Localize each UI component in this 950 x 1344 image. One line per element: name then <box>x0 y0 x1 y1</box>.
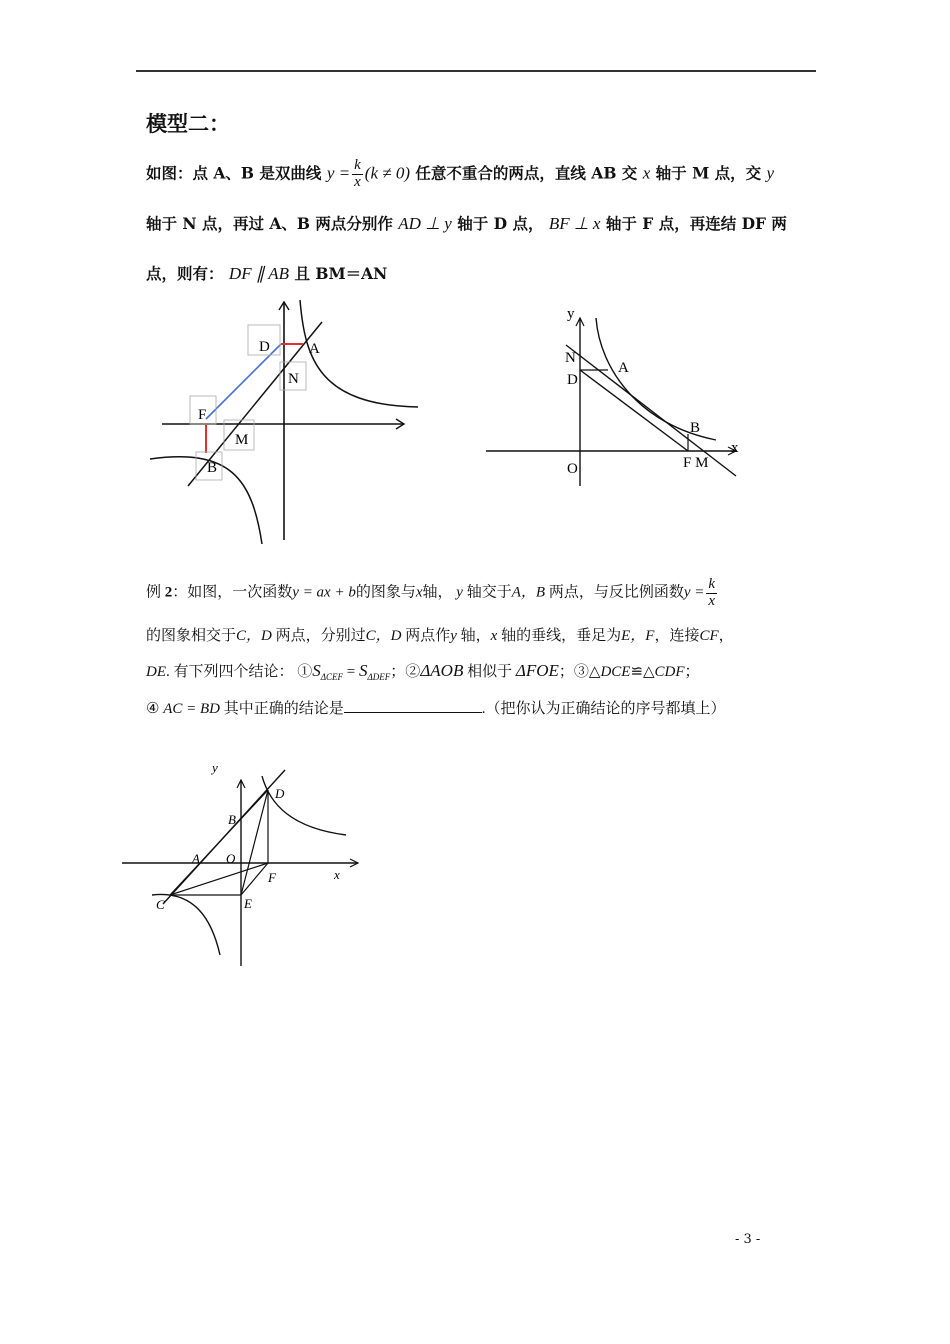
fig1-label-b: B <box>207 460 218 476</box>
fraction-k-over-x: $\frac{k}{x}$ <box>354 157 361 190</box>
fig3-label-x: x <box>334 867 340 882</box>
fig2-label-b: B <box>690 420 701 436</box>
fig3-label-o: O <box>226 851 236 866</box>
answer-blank[interactable] <box>344 698 482 713</box>
fig3-label-d: D <box>275 786 285 801</box>
fig3-hyperbola-upper <box>262 776 346 835</box>
section-title: 模型二： <box>146 111 230 136</box>
model-line-1: 如图：点 A、B 是双曲线 y = $\frac{k}{x}$ (k ≠ 0) 任意不重合的两点，直线 AB 交 x 轴于 M 点，交 y <box>146 157 775 190</box>
fig3-label-y: y <box>212 760 218 775</box>
fig2-label-o: O <box>567 461 578 477</box>
fig3-label-c: C <box>156 897 165 912</box>
example-line-4: ④ AC = BD 其中正确的结论是 .（把你认为正确结论的序号都填上） <box>146 697 726 718</box>
fig2-label-x: x <box>731 440 739 456</box>
example-line-1: 例 2：如图，一次函数y = ax + b的图象与x轴， y 轴交于A，B 两点，与反比例函数y = $\frac{k}{x}$ <box>146 576 716 609</box>
figure-1-diagram <box>140 290 430 550</box>
fig1-label-m: M <box>235 432 249 448</box>
fig3-label-a: A <box>192 851 200 866</box>
fig2-line-ab <box>566 345 736 476</box>
fig2-label-n: N <box>565 350 576 366</box>
fig2-label-a: A <box>618 360 629 376</box>
fig3-label-b: B <box>228 812 236 827</box>
fig1-label-d: D <box>259 339 270 355</box>
fig1-label-f: F <box>198 407 207 423</box>
fig1-label-a: A <box>309 341 320 357</box>
fig3-label-f: F <box>268 870 276 885</box>
fig3-label-e: E <box>244 896 252 911</box>
model-line-3: 点，则有： DF ∥ AB 且 BM＝AN <box>146 264 388 283</box>
fig1-label-n: N <box>288 371 299 387</box>
header-rule <box>136 70 816 72</box>
fig2-label-d: D <box>567 372 578 388</box>
figure-2-diagram <box>480 300 750 490</box>
fig1-hyperbola-lower <box>150 457 262 544</box>
fig2-label-y: y <box>567 306 575 322</box>
page-number: - 3 - <box>735 1232 761 1247</box>
figure-3-diagram <box>115 760 375 975</box>
fig2-label-fm: F M <box>683 455 709 471</box>
model-line-2: 轴于 N 点，再过 A、B 两点分别作 AD ⊥ y 轴于 D 点， BF ⊥ x 轴于 F 点，再连结 DF 两 <box>146 214 787 233</box>
example-line-2: 的图象相交于C，D 两点，分别过C，D 两点作y 轴，x 轴的垂线，垂足为E，F，连接CF， <box>146 628 734 644</box>
fig2-line-df <box>580 370 688 451</box>
example-line-3: DE. 有下列四个结论： $①S_{\Delta CEF} = S_{\Delta DEF}$；②ΔAOB 相似于 ΔFOE；③△DCE≌△CDF； <box>146 661 700 682</box>
example-fraction-k-over-x: $\frac{k}{x}$ <box>708 576 716 609</box>
